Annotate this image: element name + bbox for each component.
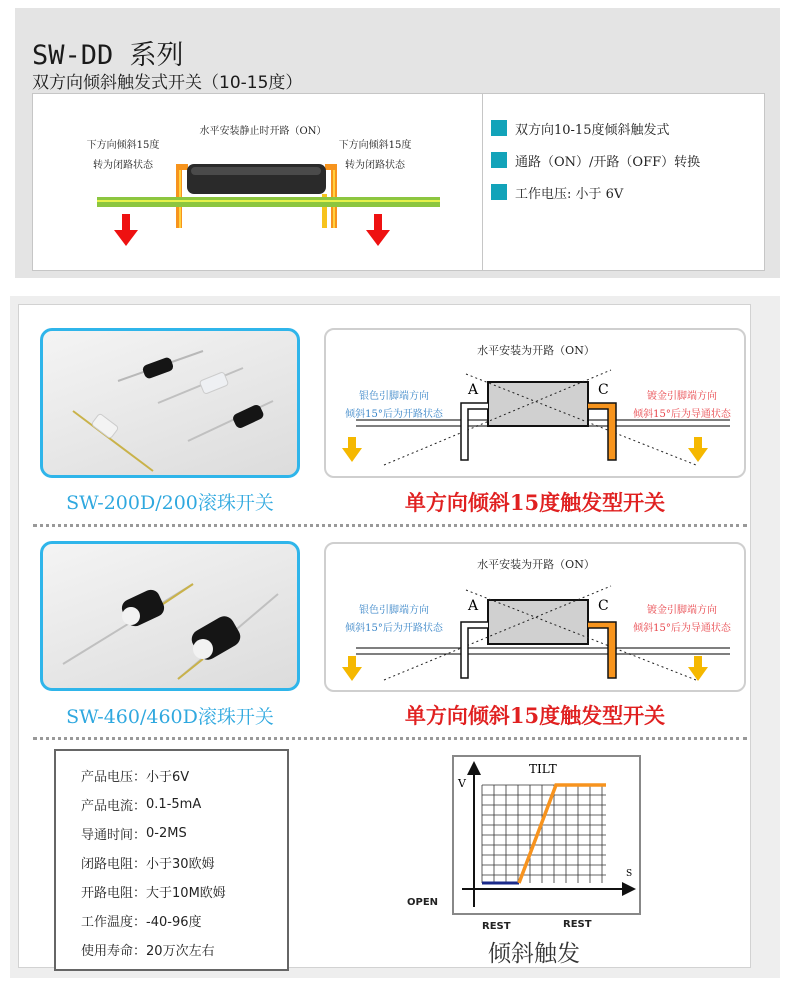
right-label-line1: 下方向倾斜15度: [338, 140, 412, 151]
feature-item: [491, 112, 700, 144]
spec-value: 0.1-5mA: [146, 797, 202, 812]
spec-label: 使用寿命: [81, 944, 134, 959]
feature-text: 工作电压: 小于 6V: [515, 186, 624, 202]
feature-list: [491, 112, 700, 208]
tilt-response-graph: [454, 757, 639, 913]
vertical-divider: [482, 94, 483, 270]
product-photo-sw460: [40, 541, 300, 691]
right-desc-line1: 镀金引脚端方向: [647, 605, 717, 616]
diagram-caption: 单方向倾斜15度触发型开关: [404, 703, 666, 728]
x-axis-label: S: [626, 869, 633, 879]
left-desc-line2: 倾斜15°后为开路状态: [345, 409, 443, 420]
product-caption: SW-460/460D滚珠开关: [66, 706, 274, 728]
right-desc-line1: 镀金引脚端方向: [647, 391, 717, 402]
spec-row: 使用寿命 ： 20万次左右: [81, 935, 287, 964]
spec-row: 开路电阻 ： 大于10M欧姆: [81, 877, 287, 906]
label-c: C: [598, 598, 609, 614]
spec-row: 工作温度 ： -40-96度: [81, 906, 287, 935]
open-label: OPEN: [407, 897, 439, 908]
tilt-diagram-card: [324, 328, 746, 478]
left-label-line2: 转为闭路状态: [93, 160, 153, 171]
chart-title: TILT: [529, 762, 557, 776]
spec-value: -40-96度: [146, 915, 202, 930]
diagram-title: 水平安装为开路（ON）: [477, 344, 595, 357]
spec-row: 导通时间 ： 0-2MS: [81, 826, 187, 843]
tilt-diagram-card: [324, 542, 746, 692]
spec-label: 工作温度: [81, 915, 134, 930]
square-bullet-icon: [491, 120, 507, 136]
spec-value: 大于10M欧姆: [146, 886, 226, 901]
label-a: A: [468, 598, 479, 614]
spec-value: 20万次左右: [146, 944, 215, 959]
top-panel: [15, 8, 780, 278]
spec-label: 闭路电阻: [81, 857, 134, 872]
spec-value: 0-2MS: [146, 826, 187, 841]
overview-box: [32, 93, 765, 271]
rest-right-label: REST: [563, 919, 592, 930]
center-label: 水平安装静止时开路（ON）: [199, 126, 327, 137]
spec-label: 开路电阻: [81, 886, 134, 901]
spec-row: 产品电流 ： 0.1-5mA: [81, 797, 202, 814]
bidirectional-diagram: [33, 94, 482, 272]
spec-row: 闭路电阻 ： 小于30欧姆: [81, 848, 287, 877]
left-desc-line1: 银色引脚端方向: [359, 605, 429, 616]
diagram-title: 水平安装为开路（ON）: [477, 558, 595, 571]
chart-caption: 倾斜触发: [488, 941, 580, 967]
right-label-line2: 转为闭路状态: [345, 160, 405, 171]
page-subtitle: 双方向倾斜触发式开关（10-15度）: [32, 73, 303, 93]
dotted-separator: [33, 524, 747, 527]
spec-label: 导通时间: [81, 828, 134, 843]
feature-item: [491, 176, 700, 208]
square-bullet-icon: [491, 152, 507, 168]
right-desc-line2: 倾斜15°后为导通状态: [633, 623, 731, 634]
product-photo-sw200d: [40, 328, 300, 478]
feature-item: [491, 144, 700, 176]
product-caption: SW-200D/200滚珠开关: [66, 492, 274, 514]
label-c: C: [598, 382, 609, 398]
label-a: A: [468, 382, 479, 398]
ball-switch-photo-icon: [43, 331, 297, 475]
y-axis-label: V: [458, 777, 466, 790]
dotted-separator: [33, 737, 747, 740]
left-desc-line2: 倾斜15°后为开路状态: [345, 623, 443, 634]
spec-label: 产品电压: [81, 770, 134, 785]
diagram-caption: 单方向倾斜15度触发型开关: [404, 490, 666, 515]
feature-text: 通路（ON）/开路（OFF）转换: [515, 154, 701, 170]
spec-value: 小于30欧姆: [146, 857, 215, 872]
spec-table: [54, 749, 289, 971]
right-desc-line2: 倾斜15°后为导通状态: [633, 409, 731, 420]
tilt-switch-illustration: [33, 94, 482, 272]
ball-switch-photo-icon: [43, 544, 297, 688]
spec-label: 产品电流: [81, 799, 134, 814]
spec-value: 小于6V: [146, 770, 190, 785]
spec-row: 产品电压 ： 小于6V: [81, 761, 287, 790]
tilt-chart: [452, 755, 641, 915]
left-desc-line1: 银色引脚端方向: [359, 391, 429, 402]
feature-text: 双方向10-15度倾斜触发式: [515, 122, 670, 138]
square-bullet-icon: [491, 184, 507, 200]
rest-left-label: REST: [482, 921, 511, 932]
page-title: SW-DD 系列: [32, 40, 184, 71]
left-label-line1: 下方向倾斜15度: [86, 140, 160, 151]
